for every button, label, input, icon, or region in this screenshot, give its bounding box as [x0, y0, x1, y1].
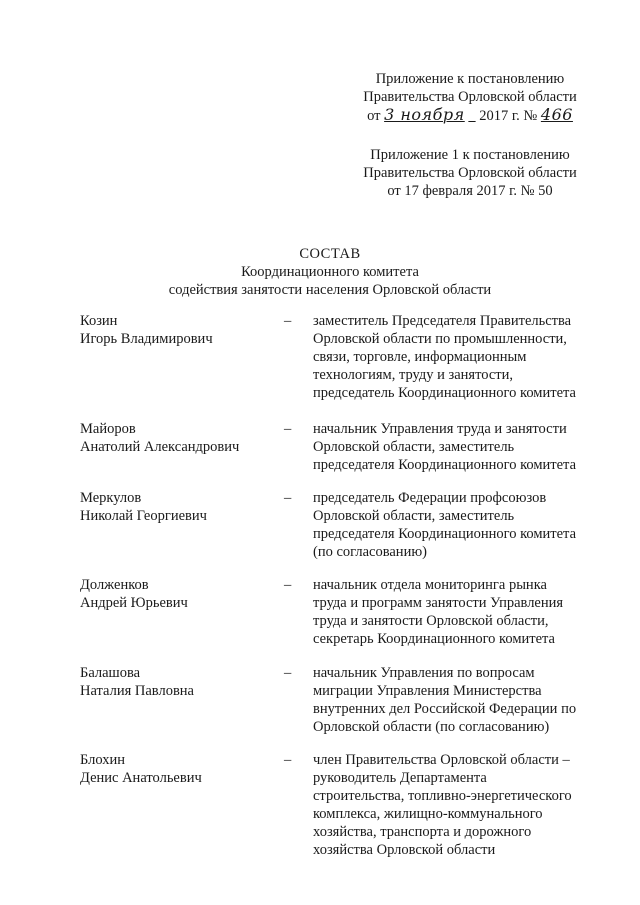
given-names: Наталия Павловна	[80, 683, 194, 699]
role-line: начальник Управления по вопросам	[313, 665, 535, 681]
member-name	[80, 576, 280, 612]
member-name	[80, 489, 280, 525]
dash-separator: –	[284, 665, 292, 681]
title-line: СОСТАВ	[299, 246, 361, 262]
given-names: Денис Анатольевич	[80, 770, 202, 786]
member-name	[80, 751, 280, 787]
given-names: Анатолий Александрович	[80, 439, 240, 455]
surname: Блохин	[80, 752, 126, 768]
surname: Майоров	[80, 421, 136, 437]
appendix-header-previous	[320, 146, 620, 200]
date-underline-gap	[468, 108, 475, 124]
surname: Долженков	[80, 577, 149, 593]
handwritten-date: 3 ноября	[384, 105, 465, 124]
appendix-line: Приложение 1 к постановлению	[370, 147, 570, 163]
dash-separator: –	[284, 752, 292, 768]
member-role	[313, 312, 613, 402]
dash-separator: –	[284, 490, 292, 506]
surname: Меркулов	[80, 490, 142, 506]
role-line: хозяйства Орловской области	[313, 842, 496, 858]
dash-separator: –	[284, 577, 292, 593]
role-line: член Правительства Орловской области –	[313, 752, 570, 768]
member-name	[80, 420, 280, 456]
appendix-line: Правительства Орловской области	[363, 165, 577, 181]
role-line: начальник Управления труда и занятости	[313, 421, 567, 437]
title-line: Координационного комитета	[241, 264, 419, 280]
document-title	[100, 245, 560, 299]
role-line: председатель Федерации профсоюзов	[313, 490, 547, 506]
appendix-header-current	[320, 70, 620, 125]
surname: Балашова	[80, 665, 141, 681]
member-name	[80, 664, 280, 700]
role-line: Орловской области по промышленности,	[313, 331, 567, 347]
role-line: председателя Координационного комитета	[313, 457, 577, 473]
dash-separator: –	[284, 313, 292, 329]
role-line: секретарь Координационного комитета	[313, 631, 555, 647]
surname: Козин	[80, 313, 118, 329]
role-line: хозяйства, транспорта и дорожного	[313, 824, 532, 840]
given-names: Николай Георгиевич	[80, 508, 207, 524]
date-year: 2017 г. №	[479, 108, 538, 124]
role-line: Орловской области, заместитель	[313, 508, 515, 524]
appendix-line: от 17 февраля 2017 г. № 50	[387, 183, 553, 199]
role-line: Орловской области (по согласованию)	[313, 719, 550, 735]
member-role	[313, 489, 613, 561]
title-line: содействия занятости населения Орловской области	[168, 282, 492, 298]
role-line: начальник отдела мониторинга рынка	[313, 577, 547, 593]
dash-separator: –	[284, 421, 292, 437]
role-line: председателя Координационного комитета	[313, 526, 577, 542]
member-role	[313, 751, 613, 859]
appendix-line: Правительства Орловской области	[363, 89, 577, 105]
role-line: внутренних дел Российской Федерации по	[313, 701, 577, 717]
date-prefix: от	[367, 108, 381, 124]
role-line: миграции Управления Министерства	[313, 683, 542, 699]
role-line: заместитель Председателя Правительства	[313, 313, 572, 329]
role-line: Орловской области, заместитель	[313, 439, 515, 455]
role-line: строительства, топливно-энергетического	[313, 788, 572, 804]
role-line: комплекса, жилищно-коммунального	[313, 806, 543, 822]
date-line	[320, 106, 620, 125]
member-role	[313, 576, 613, 648]
role-line: технологиям, труду и занятости,	[313, 367, 513, 383]
role-line: труда и занятости Орловской области,	[313, 613, 549, 629]
role-line: труда и программ занятости Управления	[313, 595, 564, 611]
role-line: связи, торговле, информационным	[313, 349, 527, 365]
role-line: руководитель Департамента	[313, 770, 487, 786]
handwritten-number: 466	[540, 105, 573, 124]
appendix-line: Приложение к постановлению	[375, 71, 565, 87]
role-line: (по согласованию)	[313, 544, 427, 560]
member-role	[313, 664, 613, 736]
given-names: Игорь Владимирович	[80, 331, 213, 347]
member-role	[313, 420, 613, 474]
given-names: Андрей Юрьевич	[80, 595, 188, 611]
role-line: председатель Координационного комитета	[313, 385, 576, 401]
member-name	[80, 312, 280, 348]
